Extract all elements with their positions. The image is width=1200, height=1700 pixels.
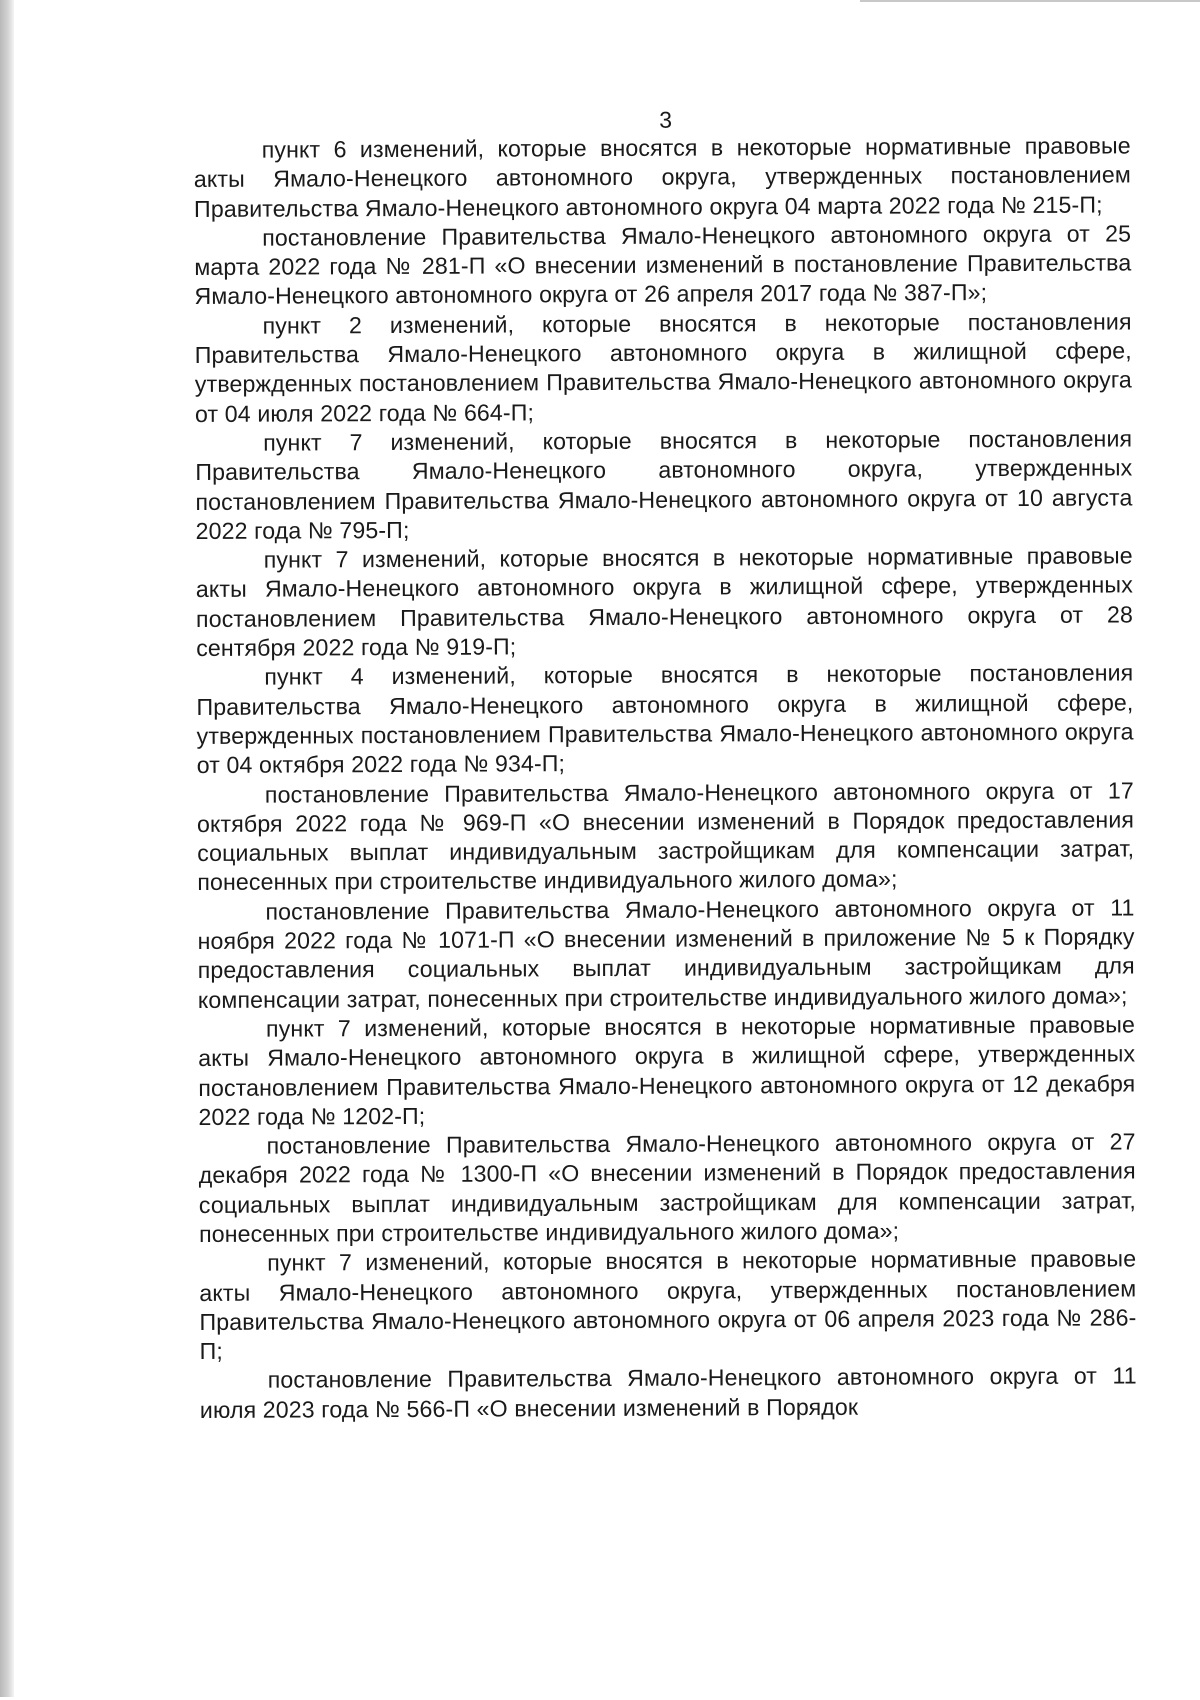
paragraph-7: постановление Правительства Ямало-Ненецкого автономного округа от 17 октября 2022 года № 969-П «О внесении изменений в Порядок предоставления социальных выплат индивидуальным застройщикам для компенсации затрат, понесенных при строительстве индивидуального жилого дома»; bbox=[196, 776, 1135, 896]
paragraph-10: постановление Правительства Ямало-Ненецкого автономного округа от 27 декабря 2022 года № 1300-П «О внесении изменений в Порядок предоставления социальных выплат индивидуальным застройщикам для компенсации затрат, понесенных при строительстве индивидуального жилого дома»; bbox=[198, 1128, 1136, 1247]
paragraph-3: пункт 2 изменений, которые вносятся в некоторые постановления Правительства Ямало-Ненецкого автономного округа в жилищной сфере, утвержденных постановлением Правительства Ямало-Ненецкого автономного округа от 04 июля 2022 года № 664-П; bbox=[194, 308, 1132, 427]
paragraph-4: пункт 7 изменений, которые вносятся в некоторые постановления Правительства Ямало-Ненецкого автономного округа, утвержденных постановлением Правительства Ямало-Ненецкого автономного округа от 10 августа 2022 года № 795-П; bbox=[195, 425, 1133, 544]
paragraph-11: пункт 7 изменений, которые вносятся в некоторые нормативные правовые акты Ямало-Ненецкого автономного округа, утвержденных постановлением Правительства Ямало-Ненецкого автономного округа от 06 апреля 2023 года № 286-П; bbox=[199, 1245, 1137, 1365]
page-number: 3 bbox=[659, 106, 673, 133]
document-body bbox=[194, 131, 1137, 1425]
paragraph-2: постановление Правительства Ямало-Ненецкого автономного округа от 25 марта 2022 года № 281-П «О внесении изменений в постановление Правительства Ямало-Ненецкого автономного округа от 26 апреля 2017 года № 387-П»; bbox=[194, 220, 1132, 310]
paragraph-8: постановление Правительства Ямало-Ненецкого автономного округа от 11 ноября 2022 года № 1071-П «О внесении изменений в приложение № 5 к Порядку предоставления социальных выплат индивидуальным застройщикам для компенсации затрат, понесенных при строительстве индивидуального жилого дома»; bbox=[197, 894, 1135, 1013]
paragraph-9: пункт 7 изменений, которые вносятся в некоторые нормативные правовые акты Ямало-Ненецкого автономного округа в жилищной сфере, утвержденных постановлением Правительства Ямало-Ненецкого автономного округа от 12 декабря 2022 года № 1202-П; bbox=[198, 1011, 1136, 1130]
paragraph-6: пункт 4 изменений, которые вносятся в некоторые постановления Правительства Ямало-Ненецкого автономного округа в жилищной сфере, утвержденных постановлением Правительства Ямало-Ненецкого автономного округа от 04 октября 2022 года № 934-П; bbox=[196, 659, 1134, 779]
paragraph-1: пункт 6 изменений, которые вносятся в некоторые нормативные правовые акты Ямало-Ненецкого автономного округа, утвержденных постановлением Правительства Ямало-Ненецкого автономного округа 04 марта 2022 года № 215-П; bbox=[193, 132, 1131, 222]
paragraph-12: постановление Правительства Ямало-Ненецкого автономного округа от 11 июля 2023 года № 566-П «О внесении изменений в Порядок bbox=[199, 1362, 1137, 1423]
paragraph-5: пункт 7 изменений, которые вносятся в некоторые нормативные правовые акты Ямало-Ненецкого автономного округа в жилищной сфере, утвержденных постановлением Правительства Ямало-Ненецкого автономного округа от 28 сентября 2022 года № 919-П; bbox=[195, 542, 1134, 662]
